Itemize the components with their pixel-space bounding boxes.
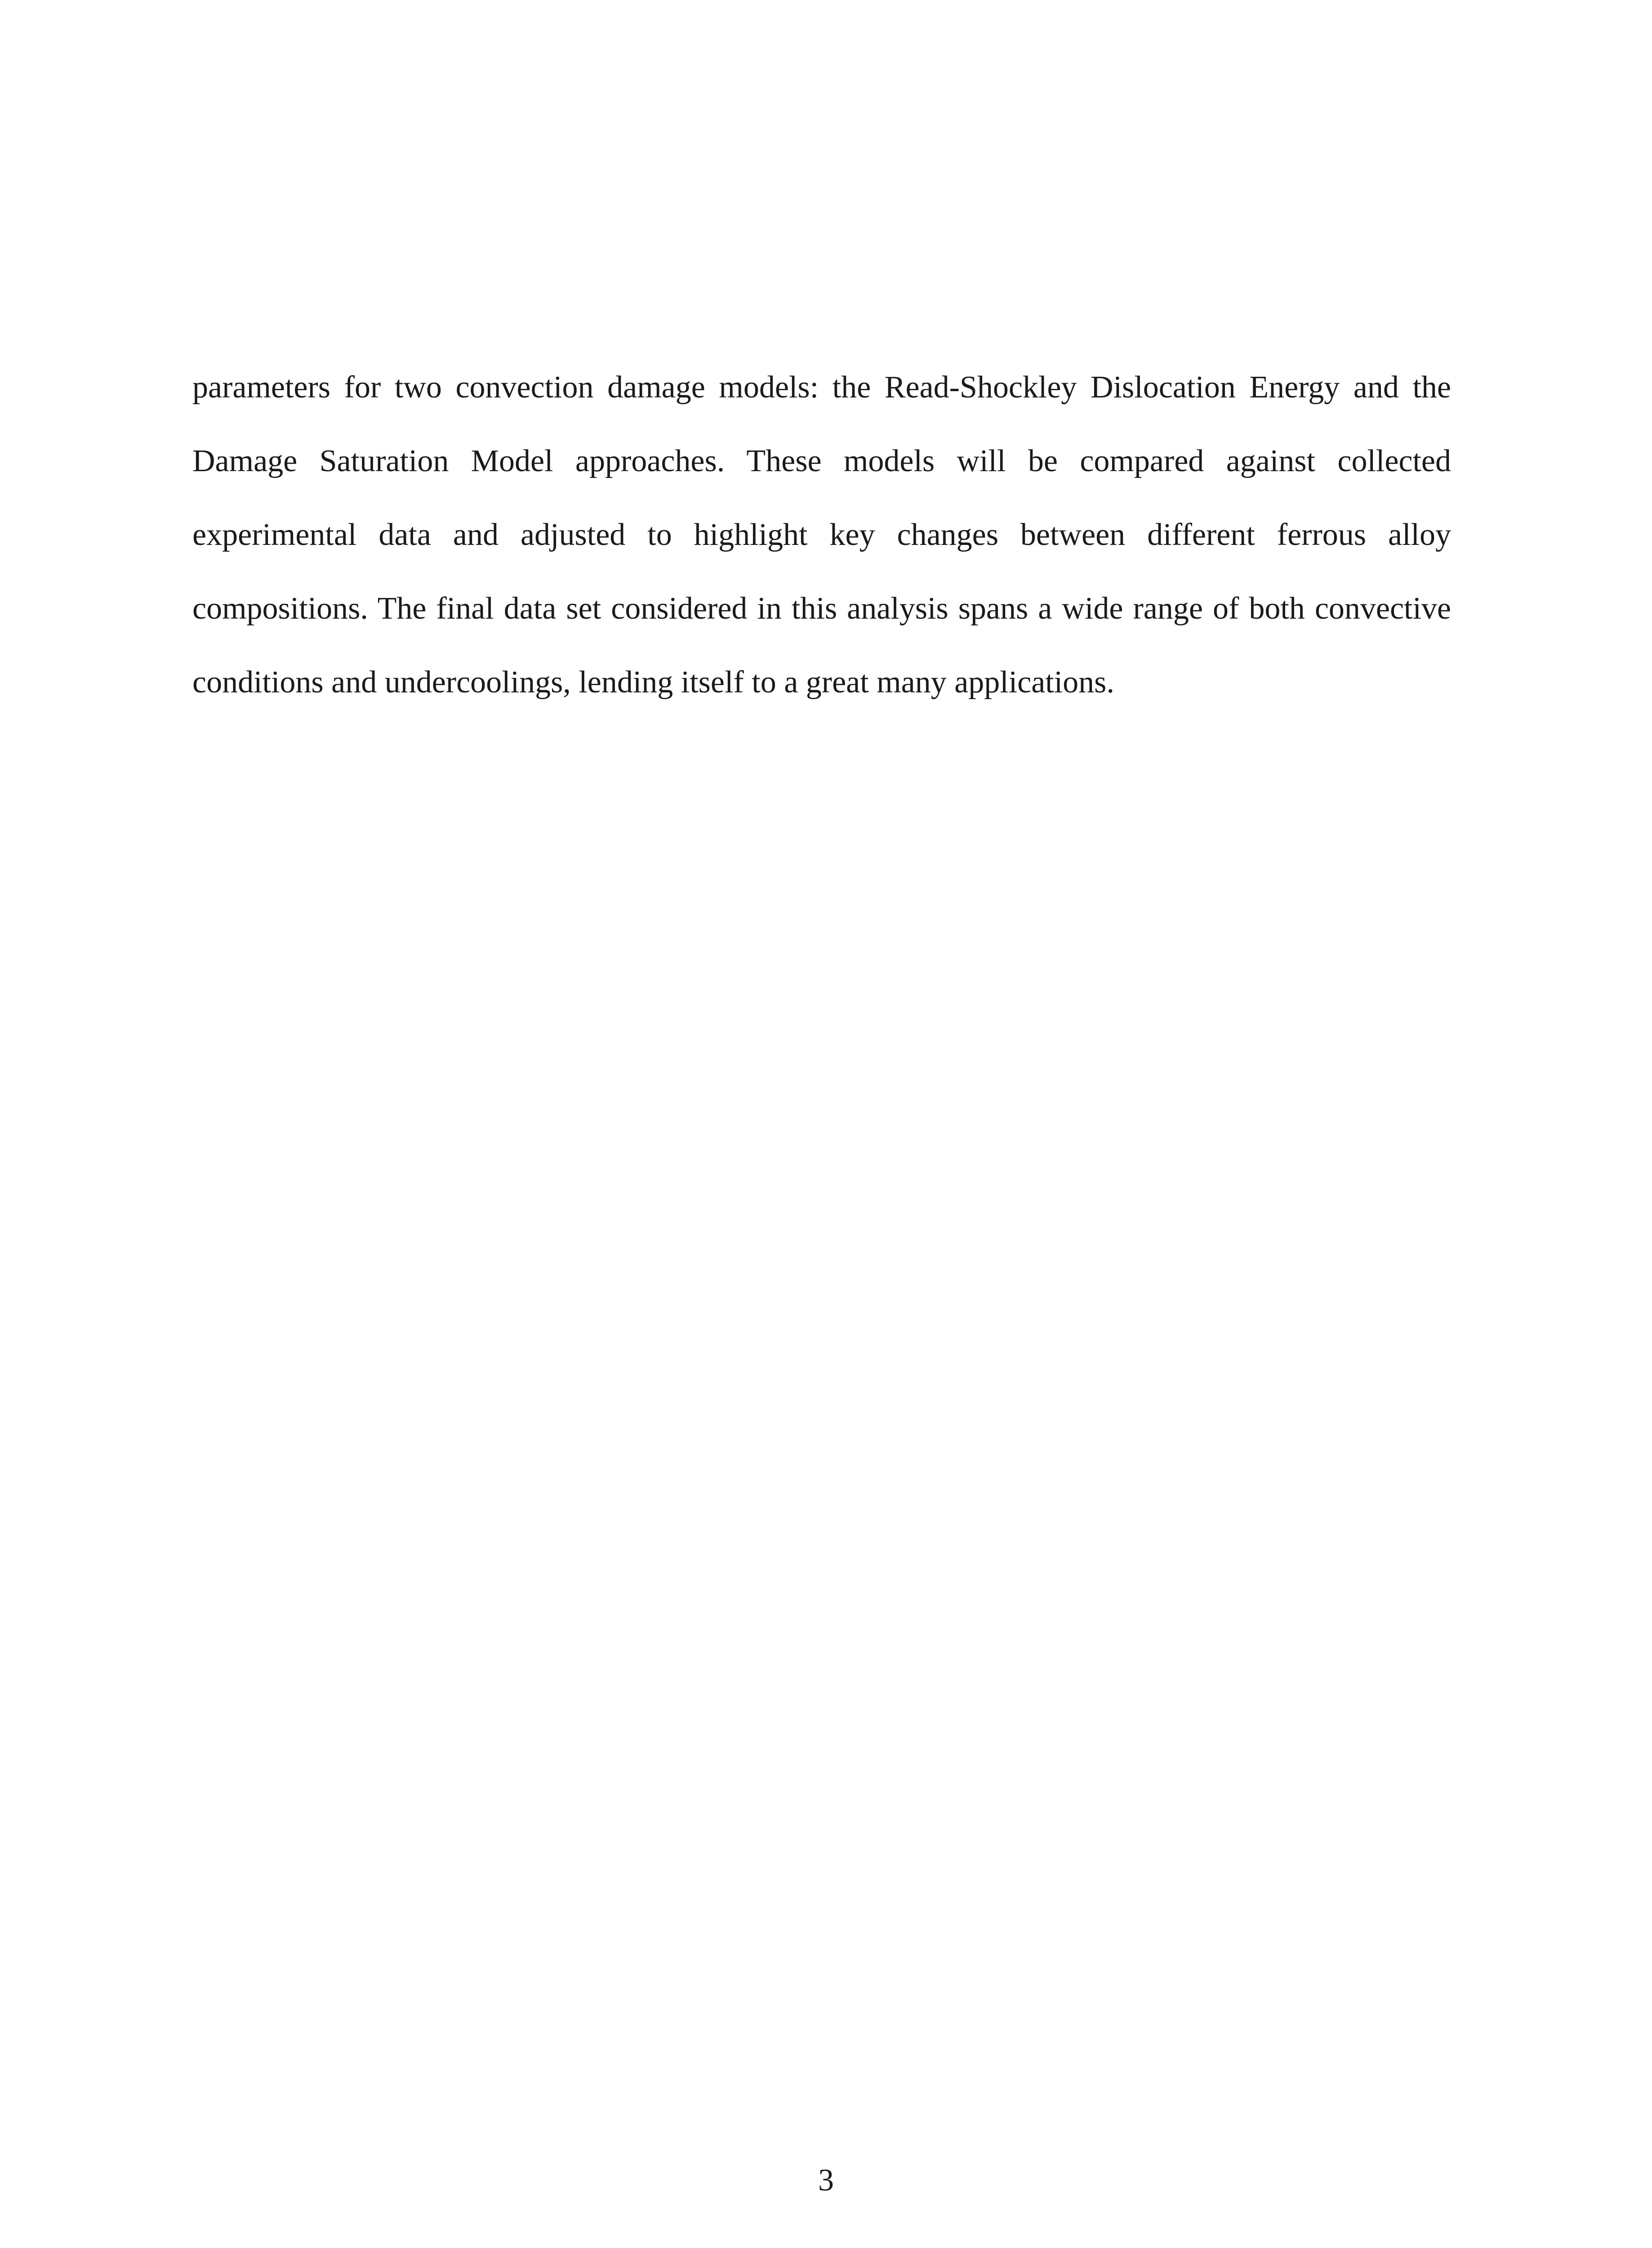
paragraph-line: compositions. The final data set considered in this analysis spans a wide range of both convective: [192, 591, 1451, 626]
body-paragraph: [192, 351, 1451, 719]
paragraph-line: conditions and undercoolings, lending itself to a great many applications.: [192, 665, 1114, 700]
paragraph-line: Damage Saturation Model approaches. These models will be compared against collected: [192, 444, 1451, 478]
paragraph-line: experimental data and adjusted to highlight key changes between different ferrous alloy: [192, 517, 1451, 552]
page-number: 3: [818, 2163, 834, 2198]
paragraph-line: parameters for two convection damage models: the Read-Shockley Dislocation Energy and the: [192, 370, 1451, 405]
